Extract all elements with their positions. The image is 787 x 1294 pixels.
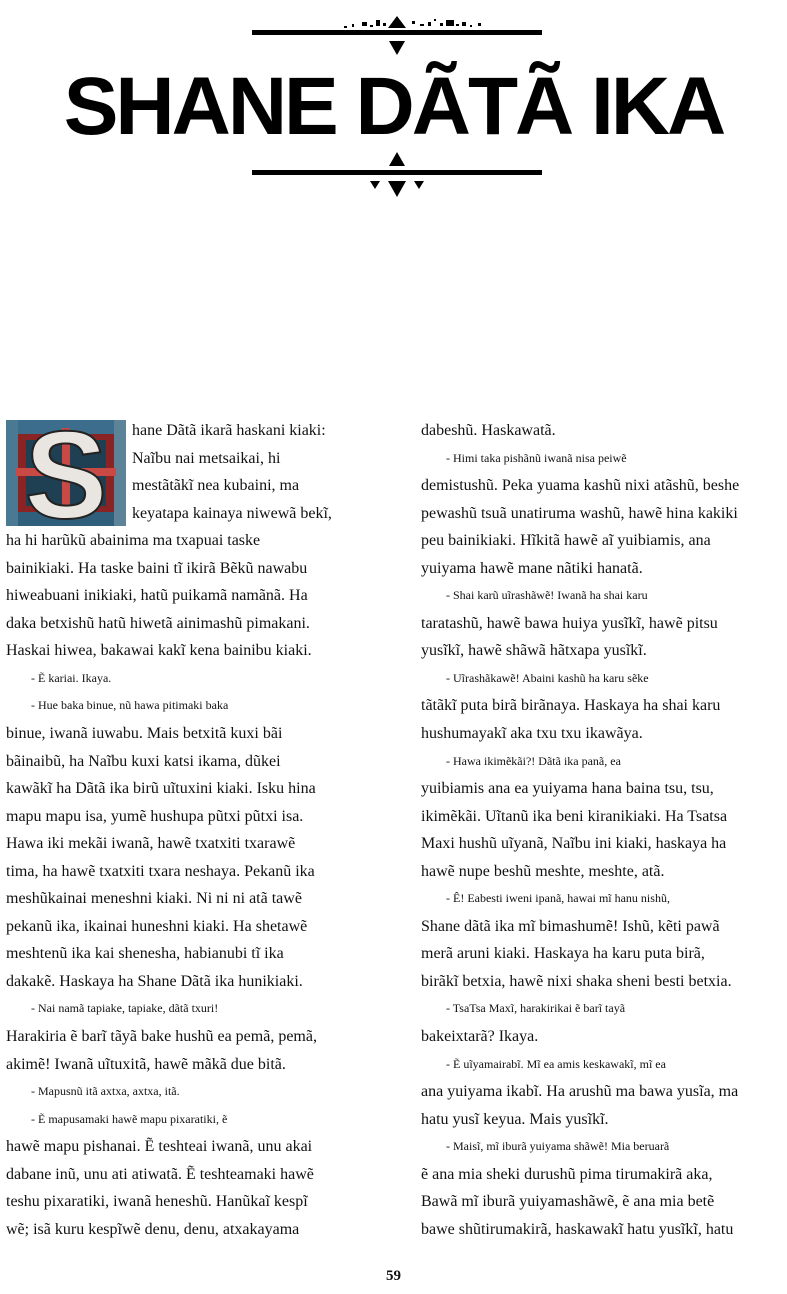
text-line: ana yuiyama ikabĩ. Ha arushũ ma bawa yusĩa, ma [421, 1083, 739, 1101]
text-line: Hawa iki mekãi iwanã, hawẽ txatxiti txarawẽ [6, 835, 296, 853]
text-line: ikimẽkãi. Uĩtanũ ika beni kiranikiaki. Ha Tsatsa [421, 807, 728, 825]
text-line: mestãtãkĩ nea kubaini, ma [132, 477, 300, 495]
text-line: hane Dãtã ikarã haskani kiaki: [132, 422, 326, 439]
text-line: yuibiamis ana ea yuiyama hana baina tsu, tsu, [421, 780, 714, 798]
text-line: - Nai namã tapiake, tapiake, dãtã txuri! [31, 1001, 219, 1016]
text-line: - Ẽ mapusamaki hawẽ mapu pixaratiki, ẽ [31, 1111, 228, 1126]
text-line: bawe shũtirumakirã, haskawakĩ hatu yusĩkĩ, hatu [421, 1220, 734, 1238]
text-line: peu bainikiaki. Hĩkitã hawẽ aĩ yuibiamis, ana [421, 532, 711, 550]
text-line: - Ẽ kariai. Ikaya. [31, 670, 112, 685]
text-line: dabeshũ. Haskawatã. [421, 422, 556, 439]
text-line: bãinaibũ, ha Naĩbu kuxi katsi ikama, dũkei [6, 752, 281, 770]
text-line: wẽ; isã kuru kespĩwẽ denu, denu, atxakayama [6, 1220, 300, 1238]
text-line: kawãkĩ ha Dãtã ika birũ uĩtuxini kiaki. Isku hina [6, 780, 316, 798]
text-line: hawẽ nupe beshũ meshte, meshte, atã. [421, 862, 665, 880]
text-line: meshũkainai meneshni kiaki. Ni ni ni atã tawẽ [6, 890, 302, 908]
page-title: SHANE DÃTÃ IKA [63, 61, 724, 152]
text-line: Harakiria ẽ barĩ tãyã bake hushũ ea pemã, pemã, [6, 1028, 317, 1046]
text-line: pekanũ ika, ikainai huneshni kiaki. Ha shetawẽ [6, 917, 308, 935]
text-line: keyatapa kainaya niwewã bekĩ, [132, 504, 332, 522]
text-line: ẽ ana mia sheki durushũ pima tirumakirã aka, [421, 1165, 713, 1183]
text-line: yusĩkĩ, hawẽ shãwã hãtxapa yusĩkĩ. [421, 642, 647, 660]
text-line: ha hi harũkũ abainima ma txapuai taske [6, 532, 261, 550]
text-line: Haskai hiwea, bakawai kakĩ kena bainibu kiaki. [6, 642, 312, 660]
text-line: - Maisĩ, mĩ iburã yuiyama shãwẽ! Mia beruarã [446, 1139, 670, 1154]
text-line: - Mapusnũ itã axtxa, axtxa, itã. [31, 1084, 180, 1099]
left-column [6, 417, 371, 1243]
text-line: Naĩbu nai metsaikai, hi [132, 449, 281, 467]
text-line: hatu yusĩ keyua. Mais yusĩkĩ. [421, 1110, 609, 1128]
text-line: akimẽ! Iwanã uĩtuxitã, hawẽ mãkã due bitã. [6, 1055, 286, 1073]
text-line: hiweabuani inikiaki, hatũ puikamã namãnã. Ha [6, 587, 308, 605]
text-line: bakeixtarã? Ikaya. [421, 1028, 539, 1046]
text-line: yuiyama hawẽ mane nãtiki hanatã. [421, 559, 643, 577]
text-line: Shane dãtã ika mĩ bimashumẽ! Ishũ, kẽti pawã [421, 917, 720, 935]
bottom-ornament [252, 150, 542, 198]
text-line: - Hawa ikimẽkãi?! Dãtã ika panã, ea [446, 753, 621, 768]
text-line: tãtãkĩ puta birã birãnaya. Haskaya ha shai karu [421, 697, 721, 715]
text-line: - Shai karũ uĩrashãwẽ! Iwanã ha shai karu [446, 588, 648, 603]
dropcap-letter: S [24, 420, 108, 526]
text-line: demistushũ. Peka yuama kashũ nixi atãshũ, beshe [421, 477, 740, 495]
text-line: - TsaTsa Maxĩ, harakirikai ẽ barĩ tayã [446, 1001, 626, 1016]
top-ornament-graphic [252, 16, 542, 66]
text-line: teshu pixaratiki, iwanã heneshũ. Hanũkaĩ kespĩ [6, 1193, 308, 1211]
text-line: hawẽ mapu pishanai. Ẽ teshteai iwanã, unu akai [6, 1138, 313, 1156]
text-line: binue, iwanã iuwabu. Mais betxitã kuxi bãi [6, 725, 283, 743]
text-line: birãkĩ betxia, hawẽ nixi shaka sheni besti betxia. [421, 972, 732, 990]
text-line: taratashũ, hawẽ bawa huiya yusĩkĩ, hawẽ pitsu [421, 614, 718, 632]
bottom-ornament-graphic [252, 150, 542, 198]
text-line: - Hue baka binue, nũ hawa pitimaki baka [31, 698, 229, 713]
text-line: - Ẽ uĩyamairabĩ. Mĩ ea amis keskawakĩ, mĩ ea [446, 1056, 666, 1071]
text-line: meshtenũ ika kai shenesha, habianubi tĩ ika [6, 945, 284, 963]
text-line: - Ê! Eabesti iweni ipanã, hawai mĩ hanu nishũ, [446, 891, 670, 906]
text-line: Maxi hushũ uĩyanã, Naĩbu ini kiaki, haskaya ha [421, 835, 727, 853]
text-line: dakakẽ. Haskaya ha Shane Dãtã ika hunikiaki. [6, 972, 303, 990]
text-line: pewashũ tsuã unatiruma washũ, hawẽ hina kakiki [421, 504, 738, 522]
text-line: merã aruni kiaki. Haskaya ha karu puta birã, [421, 945, 705, 963]
text-line: daka betxishũ hatũ hiwetã ainimashũ pimakani. [6, 614, 310, 632]
text-line: hushumayakĩ aka txu txu ikawãya. [421, 725, 643, 743]
text-line: tima, ha hawẽ txatxiti txara neshaya. Pekanũ ika [6, 862, 315, 880]
text-line: bainikiaki. Ha taske baini tĩ ikirã Bẽkũ nawabu [6, 559, 308, 577]
text-line: dabane inũ, unu ati atiwatã. Ẽ teshteamaki hawẽ [6, 1165, 314, 1183]
text-line: Bawã mĩ iburã yuiyamashãwẽ, ẽ ana mia betẽ [421, 1193, 715, 1211]
text-line: mapu mapu isa, yumẽ hushupa pũtxi pũtxi isa. [6, 807, 304, 825]
right-column [421, 417, 787, 1243]
page-number: 59 [386, 1268, 401, 1284]
text-line: - Himi taka pishãnũ iwanã nisa peiwẽ [446, 450, 627, 465]
text-line: - Uĩrashãkawẽ! Abaini kashũ ha karu sẽke [446, 670, 649, 685]
top-ornament [252, 16, 542, 66]
